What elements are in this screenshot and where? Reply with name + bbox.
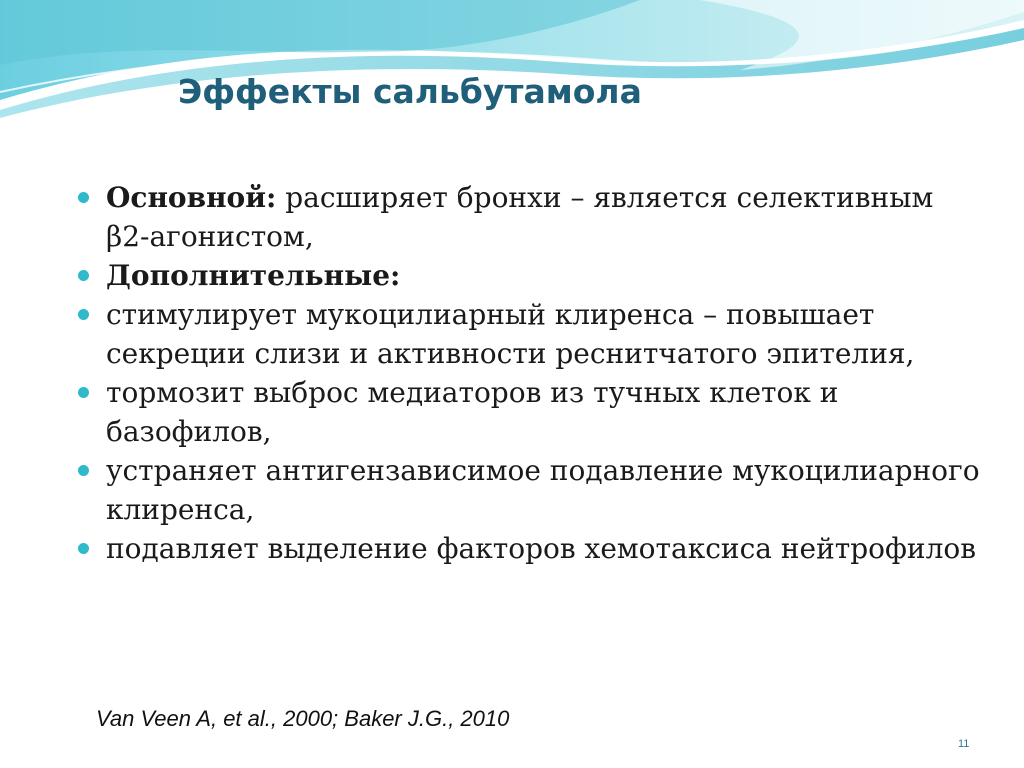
- bullet-text: подавляет выделение факторов хемотаксиса нейтрофилов: [106, 532, 976, 565]
- bullet-dot-icon: [78, 192, 89, 203]
- bullet-list: [72, 178, 982, 568]
- reference-citation: Van Veen A, et al., 2000; Baker J.G., 2010: [96, 706, 510, 731]
- list-item: [72, 256, 982, 295]
- header-wave-decoration: [0, 0, 1024, 140]
- bullet-dot-icon: [78, 465, 89, 476]
- list-item: [72, 529, 982, 568]
- bullet-text: тормозит выброс медиаторов из тучных клеток и базофилов,: [106, 376, 839, 448]
- list-item: [72, 373, 982, 451]
- bullet-text: стимулирует мукоцилиарный клиренса – повышает секреции слизи и активности реснитчатого эпителия,: [106, 298, 915, 370]
- list-item: [72, 295, 982, 373]
- bullet-dot-icon: [78, 309, 89, 320]
- bullet-lead: Основной:: [106, 181, 277, 214]
- list-item: [72, 451, 982, 529]
- slide-title: Эффекты сальбутамола: [178, 72, 642, 111]
- bullet-dot-icon: [78, 543, 89, 554]
- list-item: [72, 178, 982, 256]
- bullet-text: устраняет антигензависимое подавление мукоцилиарного клиренса,: [106, 454, 980, 526]
- bullet-dot-icon: [78, 270, 89, 281]
- bullet-text: расширяет бронхи – является селективным β2-агонистом,: [106, 181, 934, 253]
- bullet-dot-icon: [78, 387, 89, 398]
- slide-number: 11: [958, 738, 970, 750]
- bullet-lead: Дополнительные:: [106, 259, 401, 292]
